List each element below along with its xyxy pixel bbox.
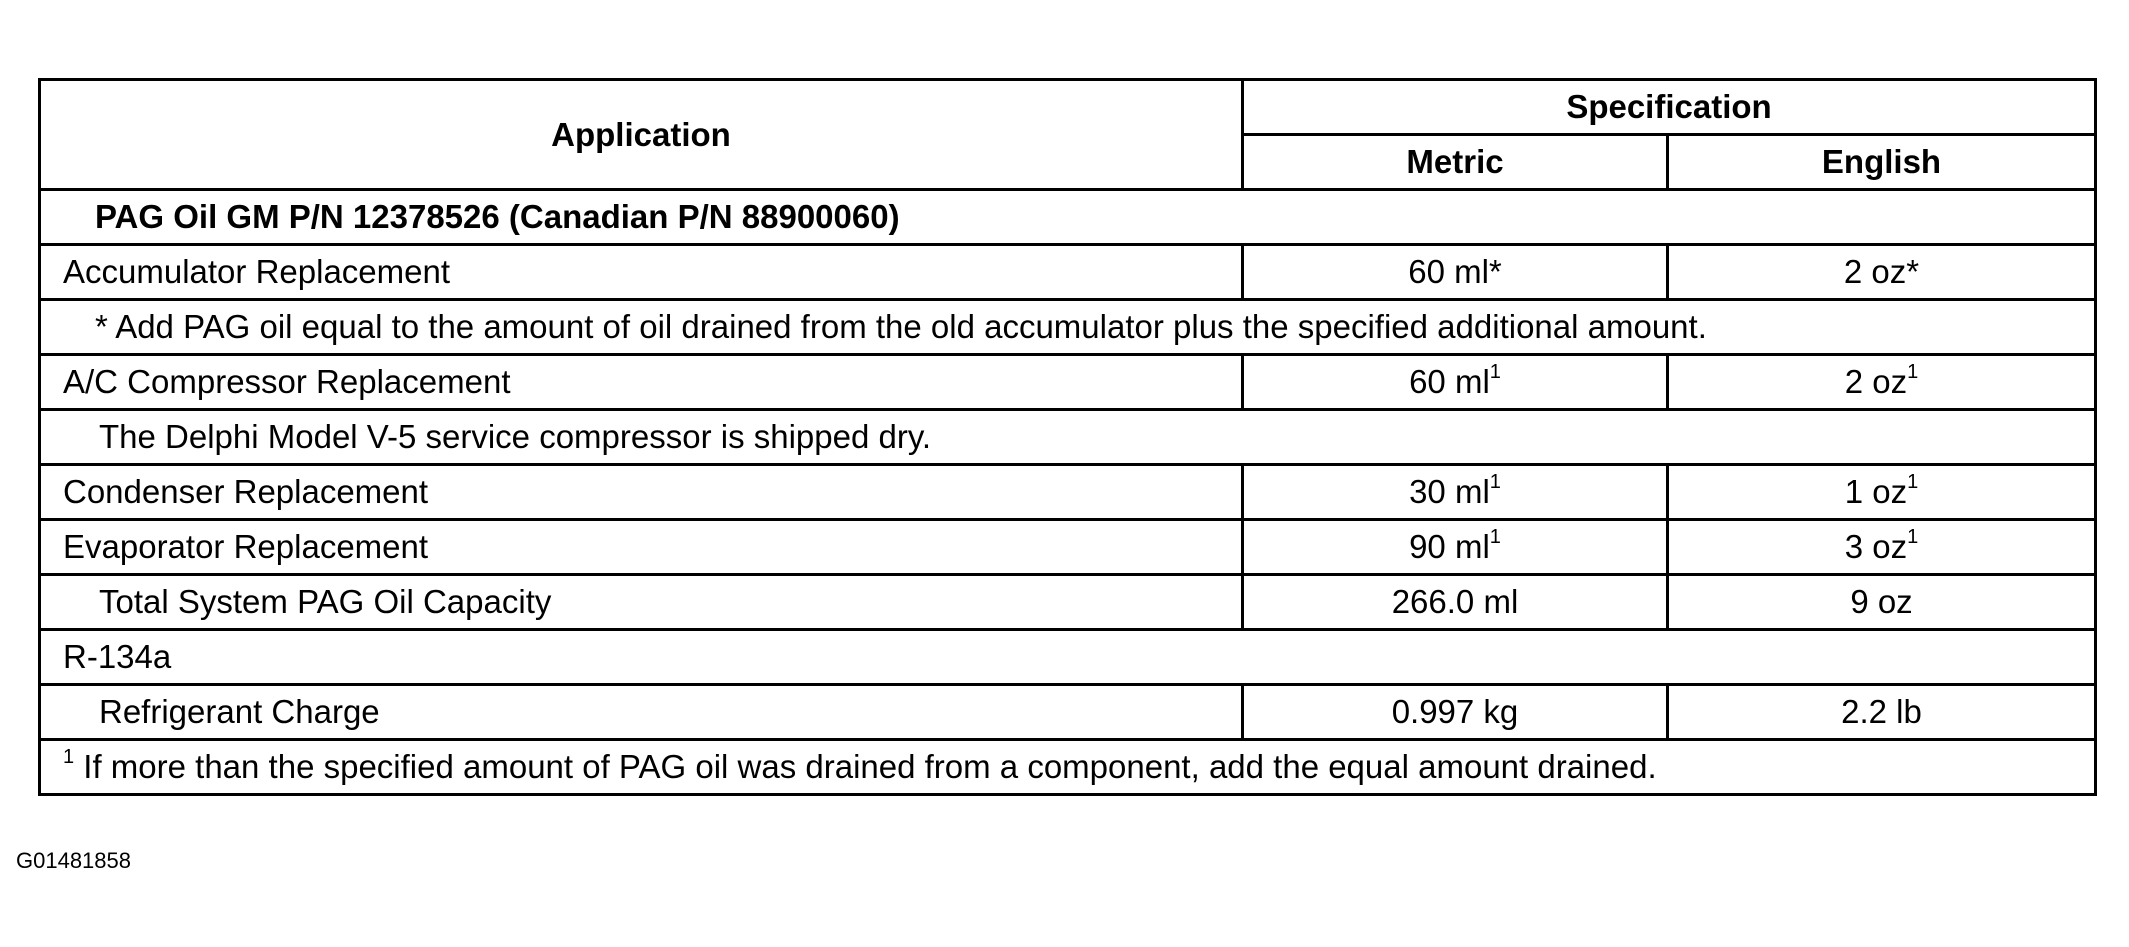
- table-row: [40, 520, 2096, 575]
- table-row: [40, 465, 2096, 520]
- footnote-ref: 1: [1907, 361, 1919, 383]
- footnote-marker: 1: [63, 746, 75, 768]
- table-row: [40, 245, 2096, 300]
- row-app-evaporator: Evaporator Replacement: [40, 520, 1243, 575]
- row-metric-accumulator: 60 ml*: [1243, 245, 1668, 300]
- section-pag-oil: PAG Oil GM P/N 12378526 (Canadian P/N 88900060): [40, 190, 2096, 245]
- row-metric-charge: 0.997 kg: [1243, 685, 1668, 740]
- footnote-row: [40, 740, 2096, 795]
- specification-table: [38, 78, 2097, 796]
- row-app-compressor: A/C Compressor Replacement: [40, 355, 1243, 410]
- row-english-total: 9 oz: [1668, 575, 2096, 630]
- footnote-ref: 1: [1907, 526, 1919, 548]
- row-app-total: Total System PAG Oil Capacity: [40, 575, 1243, 630]
- note-accumulator: * Add PAG oil equal to the amount of oil drained from the old accumulator plus the specified additional amount.: [40, 300, 2096, 355]
- row-english-charge: 2.2 lb: [1668, 685, 2096, 740]
- row-app-condenser: Condenser Replacement: [40, 465, 1243, 520]
- row-english-accumulator: 2 oz*: [1668, 245, 2096, 300]
- header-specification: Specification: [1243, 80, 2096, 135]
- row-english-compressor: 2 $oz^1$: [1668, 355, 2096, 410]
- header-application: Application: [40, 80, 1243, 190]
- row-metric-evaporator: 90 $ml^1$: [1243, 520, 1668, 575]
- footnote-ref: 1: [1489, 361, 1501, 383]
- row-metric-condenser: 30 $ml^1$: [1243, 465, 1668, 520]
- footnote-ref: 1: [1489, 471, 1501, 493]
- header-english: English: [1668, 135, 2096, 190]
- row-app-accumulator: Accumulator Replacement: [40, 245, 1243, 300]
- row-english-condenser: 1 $oz^1$: [1668, 465, 2096, 520]
- row-english-evaporator: 3 $oz^1$: [1668, 520, 2096, 575]
- row-metric-total: 266.0 ml: [1243, 575, 1668, 630]
- row-metric-compressor: 60 $ml^1$: [1243, 355, 1668, 410]
- header-metric: Metric: [1243, 135, 1668, 190]
- table-row: [40, 355, 2096, 410]
- table-row: [40, 685, 2096, 740]
- section-r134a: R-134a: [40, 630, 2096, 685]
- figure-code: G01481858: [16, 848, 131, 873]
- table-row: [40, 575, 2096, 630]
- note-compressor: The Delphi Model V-5 service compressor is shipped dry.: [40, 410, 2096, 465]
- footnote-text: If more than the specified amount of PAG oil was drained from a component, add the equal amount drained.: [83, 748, 1657, 785]
- row-app-charge: Refrigerant Charge: [40, 685, 1243, 740]
- footnote-ref: 1: [1489, 526, 1501, 548]
- footnote-ref: 1: [1907, 471, 1919, 493]
